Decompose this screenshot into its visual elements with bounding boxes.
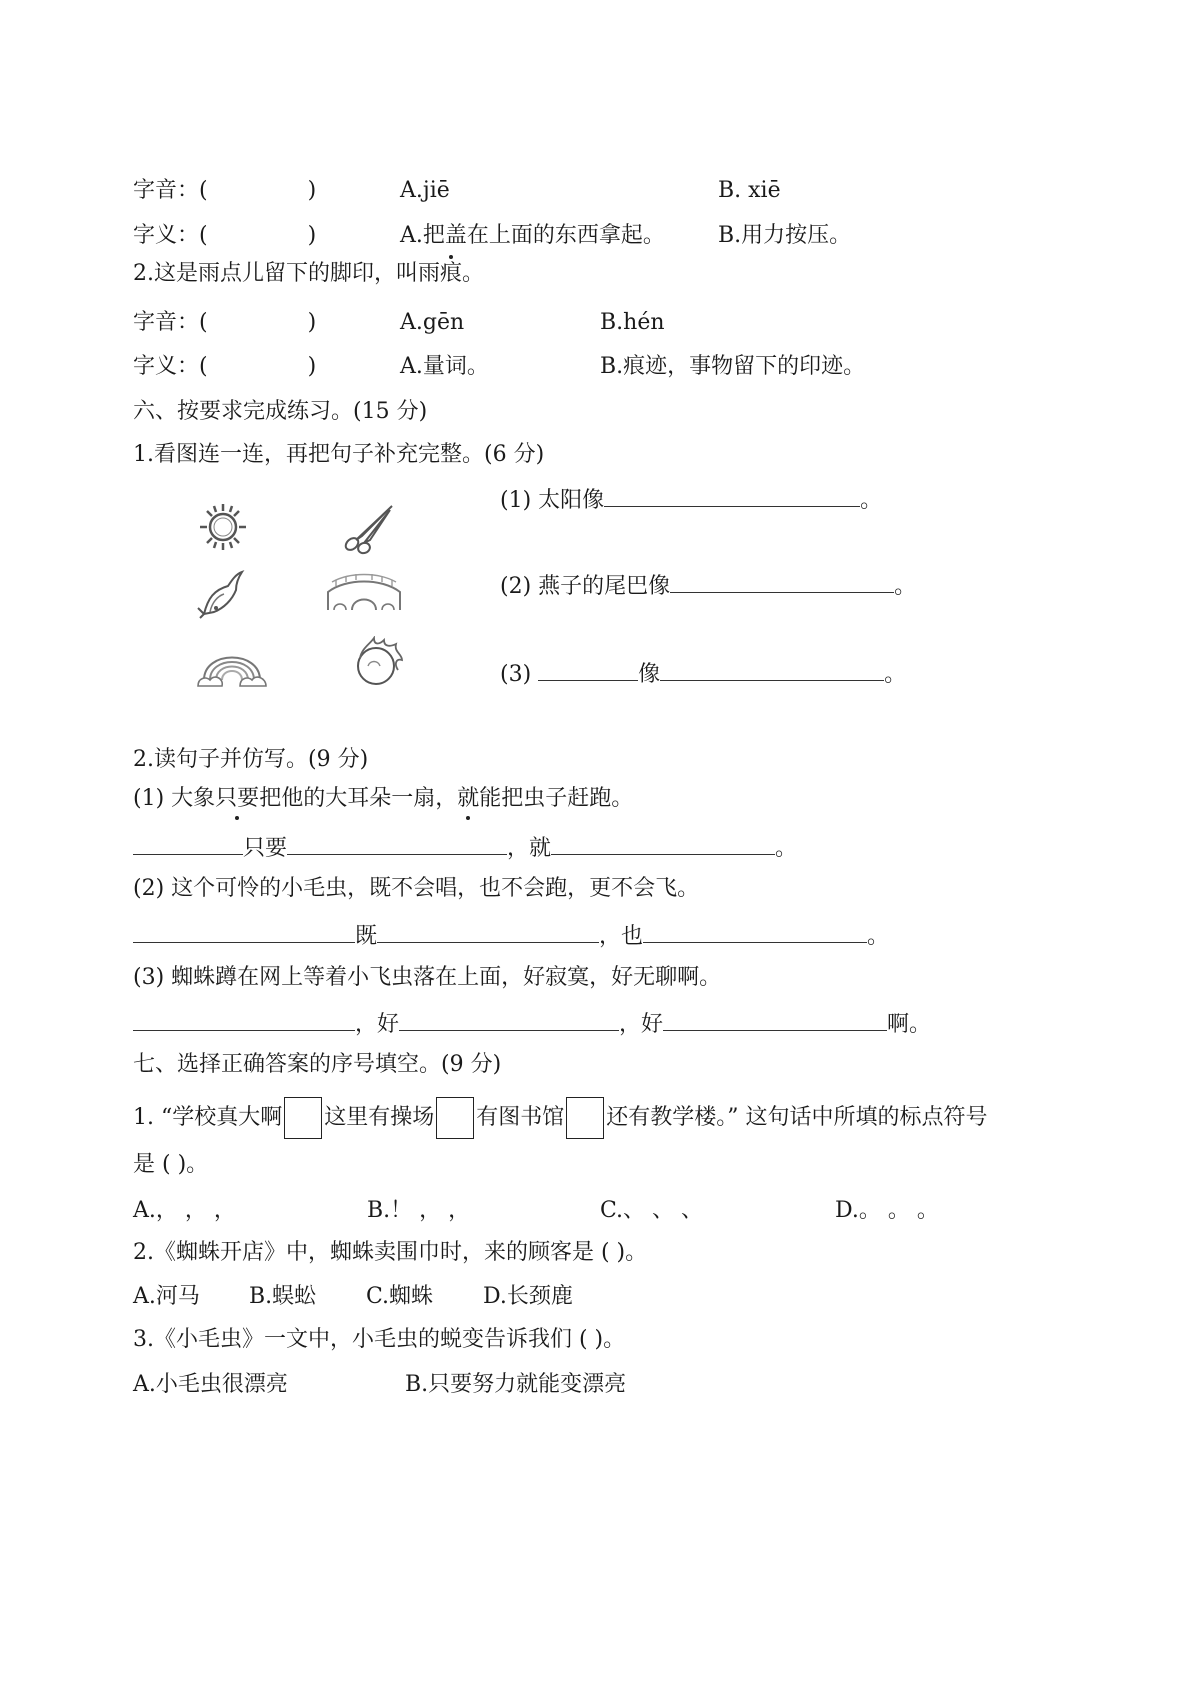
meaning-row-2	[133, 352, 316, 382]
swallow-icon	[196, 568, 248, 620]
answer-blank[interactable]	[670, 570, 894, 593]
text: 只要	[243, 836, 288, 861]
question-title: 1.看图连一连，再把句子补充完整。(6 分)	[133, 442, 545, 467]
bridge-icon	[326, 572, 402, 614]
answer-blank[interactable]	[133, 832, 243, 855]
punctuation-box[interactable]	[436, 1097, 474, 1139]
imitation-line-1	[133, 832, 797, 864]
text: 还有教学楼。” 这句话中所填的标点符号	[606, 1105, 988, 1130]
example-sentence-3: (3) 蜘蛛蹲在网上等着小飞虫落在上面，好寂寞，好无聊啊。	[133, 965, 722, 990]
choice-a[interactable]: A.河马	[133, 1284, 200, 1309]
option-a: A.gēn	[400, 310, 465, 335]
text: 能把虫子赶跑。	[479, 786, 634, 811]
text: 1. “学校真大啊	[133, 1105, 283, 1130]
answer-blank[interactable]	[287, 832, 507, 855]
answer-blank[interactable]	[643, 920, 867, 943]
choice-c[interactable]: C.蜘蛛	[366, 1284, 434, 1309]
answer-blank[interactable]	[604, 484, 860, 507]
match-sentence-2	[500, 570, 916, 602]
text: 。	[884, 662, 907, 687]
choice-c[interactable]: C.、 、 、	[600, 1198, 704, 1223]
text: ，也	[599, 924, 644, 949]
text: 这里有操场	[324, 1105, 435, 1130]
option-b: B.痕迹，事物留下的印迹。	[600, 354, 866, 379]
question-title: 2.读句子并仿写。(9 分)	[133, 747, 369, 772]
answer-blank[interactable]	[663, 1008, 887, 1031]
text: 既	[355, 924, 378, 949]
text: 。	[462, 261, 485, 286]
text: 。	[775, 836, 798, 861]
answer-blank[interactable]	[133, 920, 355, 943]
choice-b[interactable]: B.只要努力就能变漂亮	[405, 1372, 627, 1397]
punctuation-question	[133, 1097, 988, 1139]
text: 2.这是雨点儿留下的脚印，叫雨	[133, 261, 440, 286]
paren-close: )	[307, 310, 317, 335]
choice-b[interactable]: B.蜈蚣	[249, 1284, 317, 1309]
question-text: 3.《小毛虫》一文中，小毛虫的蜕变告诉我们 ( )。	[133, 1327, 626, 1352]
dotted-word: 就	[457, 786, 480, 811]
punctuation-box[interactable]	[566, 1097, 604, 1139]
label: 字义：(	[133, 223, 208, 248]
choice-a[interactable]: A.， ， ，	[133, 1198, 236, 1223]
choice-b[interactable]: B.！ ， ，	[367, 1198, 471, 1223]
match-sentence-1	[500, 484, 882, 516]
paren-close: )	[307, 178, 317, 203]
label: 字音：(	[133, 178, 208, 203]
question-text	[133, 259, 484, 289]
text: (2) 燕子的尾巴像	[500, 574, 671, 599]
label: 字义：(	[133, 354, 208, 379]
label: 字音：(	[133, 310, 208, 335]
section-heading: 六、按要求完成练习。(15 分)	[133, 399, 428, 424]
answer-blank[interactable]	[133, 1008, 355, 1031]
text: 有图书馆	[476, 1105, 565, 1130]
text: (3)	[500, 662, 539, 687]
example-sentence-2: (2) 这个可怜的小毛虫，既不会唱，也不会跑，更不会飞。	[133, 876, 700, 901]
choice-d[interactable]: D.。 。 。	[835, 1198, 939, 1223]
text: (1) 大象	[133, 786, 216, 811]
text: 把他的大耳朵一扇，	[259, 786, 458, 811]
option-b: B.用力按压。	[718, 223, 852, 248]
paren-close: )	[307, 223, 317, 248]
section-heading: 七、选择正确答案的序号填空。(9 分)	[133, 1052, 502, 1077]
meaning-row-1	[133, 221, 316, 251]
answer-blank[interactable]	[377, 920, 599, 943]
imitation-line-3	[133, 1008, 931, 1040]
option-b: B. xiē	[718, 178, 781, 203]
text: ，就	[507, 836, 552, 861]
option-a: A.量词。	[400, 354, 489, 379]
question-text: 2.《蜘蛛开店》中，蜘蛛卖围巾时，来的顾客是 ( )。	[133, 1240, 648, 1265]
answer-blank[interactable]	[399, 1008, 619, 1031]
choice-d[interactable]: D.长颈鹿	[483, 1284, 573, 1309]
punctuation-box[interactable]	[284, 1097, 322, 1139]
rainbow-icon	[196, 640, 268, 692]
dotted-char: 痕	[440, 261, 463, 286]
answer-blank[interactable]	[538, 658, 638, 681]
text: 。	[867, 924, 890, 949]
answer-blank[interactable]	[551, 832, 775, 855]
text: ，好	[355, 1012, 400, 1037]
option-b: B.hén	[600, 310, 665, 335]
answer-blank[interactable]	[660, 658, 884, 681]
choice-a[interactable]: A.小毛虫很漂亮	[133, 1372, 288, 1397]
text: 啊。	[887, 1012, 932, 1037]
example-sentence-1	[133, 784, 633, 814]
paren-close: )	[307, 354, 317, 379]
option-a: A.把盖在上面的东西拿起。	[400, 223, 665, 248]
fire-ball-icon	[350, 636, 406, 692]
dotted-word: 只要	[215, 786, 260, 811]
imitation-line-2	[133, 920, 889, 952]
match-sentence-3	[500, 658, 906, 690]
pronunciation-row-1	[133, 176, 316, 206]
text: 。	[894, 574, 917, 599]
question-continuation: 是 ( )。	[133, 1152, 209, 1177]
scissors-icon	[340, 500, 396, 556]
text: 像	[638, 662, 661, 687]
option-a: A.jiē	[400, 178, 450, 203]
text: ，好	[619, 1012, 664, 1037]
text: (1) 太阳像	[500, 488, 605, 513]
pronunciation-row-2	[133, 308, 316, 338]
sun-icon	[198, 502, 248, 552]
text: 。	[860, 488, 883, 513]
